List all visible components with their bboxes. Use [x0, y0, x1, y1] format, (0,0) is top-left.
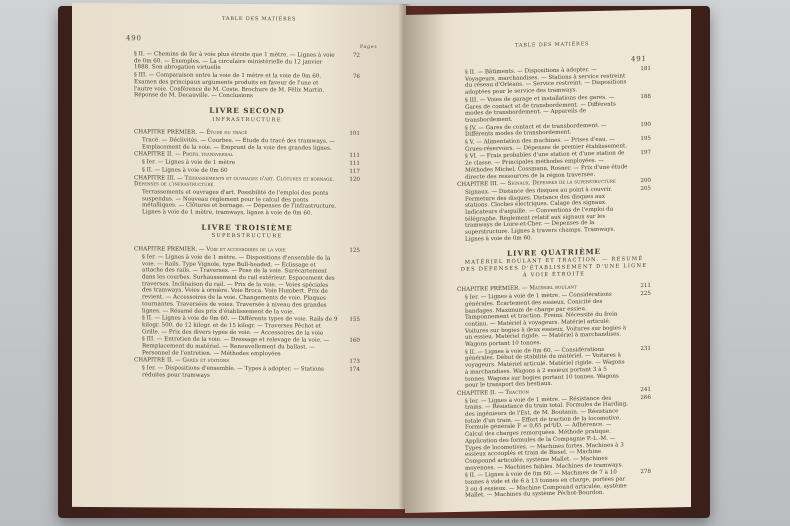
left-page-number: 490 [126, 34, 142, 43]
livre-troisieme-title: LIVRE TROISIÈME [201, 222, 293, 233]
right-page-number: 491 [631, 54, 647, 64]
pages-label: Pages [360, 44, 378, 50]
toc-entry: § II. — Lignes à voie de 0m 60. — Considérations générales. Début de stabilité du matériel. — Voitures à voyageurs. Matériel articulé. Matériel rigide. — Wagons à marchandises. Wagons à 2 essieux portant 3 à 5 tonnes. Wagons sur bogies portant 10 tonnes. Wagons pour le transport des bestiaux. 231 [465, 345, 651, 389]
toc-entry: Tracé. — Déclivités. — Courbes. — Étude du tracé des tramways. — Emplacement de la voie. — Emprunt de la voie des grandes lignes. [142, 137, 335, 152]
toc-entry: § II. — Lignes à voie de 0m 60. — Machines de 7 à 10 tonnes à vide et de 6 à 13 tonnes en charge, portées par 3 ou 4 essieux. — Machine Compound articulée, système Mallet. — Machines du système Péchot-Bourdon. 278 [465, 469, 651, 500]
left-page [72, 3, 406, 509]
livre-quatrieme-title: LIVRE QUATRIÈME [506, 246, 602, 258]
right-contents [457, 66, 651, 501]
toc-chapter: CHAPITRE PREMIER. — Voie et accessoires de la voie 125 [134, 246, 360, 255]
livre-second-title: LIVRE SECOND [209, 105, 285, 116]
page-fold-shadow [405, 14, 445, 513]
livre-second-subtitle: INFRASTRUCTURE [212, 116, 282, 123]
toc-entry: § II. — Chemins de fer à voie plus étroite que 1 mètre. — Lignes à voie de 0m 60. — Exemples. — La circulaire ministérielle du 12 janvier 1888. Son abrogation virtuelle 72 [134, 51, 360, 72]
toc-entry: Terrassements et ouvrages d'art. Possibilité de l'emploi des ponts suspendus. — Nouveau règlement pour le calcul des ponts métalliques. — Clôtures et bornage. — Dépenses de l'infrastructure. Lignes à voie de 1 mètre, tramways, lignes à voie de 0m 60. [142, 189, 337, 217]
toc-entry: § IV. — Gares de contact et de transbordement. — Différents modes de transbordement. 190 [465, 121, 651, 139]
toc-entry: Signaux. — Distance des disques au point à couvrir. Fermeture des disques. Distance des disques aux stations. Cloches électriques. Calage des signaux. Indicateurs d'aiguille. — Conventions de l'emploi du télégraphe. Règlement relatif aux signaux sur les tramways de Loire-et-Cher. — Dépenses de la superstructure. Lignes à travers champs. Tramways. Lignes à voie de 0m 60. 205 [465, 185, 651, 243]
toc-entry: § II. — Bâtiments. — Dispositions à adopter. — Voyageurs, marchandises. — Stations à service restreint du réseau d'Orléans. — Service restreint. — Dispositions adoptées pour le service des tramways. 181 [465, 65, 651, 96]
toc-entry: § II. — Lignes à voie de 0m 60 117 [142, 167, 360, 175]
toc-chapter: CHAPITRE III. — Terrassements et ouvrages d'art. Clôtures et bornage. Dépenses de l'infrastructure 120 [134, 174, 360, 189]
toc-chapter: CHAPITRE PREMIER. — Étude du tracé 101 [134, 129, 360, 138]
toc-entry: § III. — Entretien de la voie. — Dressage et relevage de la voie. — Remplacement du matériel. — Renouvellement du ballast. — Personnel de l'entretien. — Méthodes employées 160 [142, 336, 360, 358]
toc-entry: § V. — Alimentation des machines. — Prises d'eau. — Grues-réservoirs. — Dépenses de premier établissement. 195 [465, 135, 651, 153]
livre-troisieme-subtitle: SUPERSTRUCTURE [211, 233, 283, 240]
toc-entry: § III. — Voies de garage et installations des gares. — Gares de contact et de transbordement. — Différents modes de transbordement. — Appareils de transbordement. 188 [465, 93, 651, 124]
toc-chapter: CHAPITRE II. — Gares et stations 173 [134, 357, 360, 366]
left-contents [134, 51, 360, 381]
right-page [405, 9, 691, 513]
toc-entry: § Ier. — Dispositions d'ensemble. — Types à adopter. — Stations réduites pour tramways 174 [142, 365, 360, 379]
toc-entry: § Ier. — Lignes à voie de 1 mètre. — Considérations générales. Écartement des essieux. Conicité des bandages. Maximum de charge par essieu. Tamponnement et traction. Freins. Nécessité du frein continu. — Matériel à voyageurs. Matériel articulé. Voitures sur bogies à deux essieux. Voitures sur bogies à un essieu. Matériel rigide. — Matériel à marchandises. Wagons portant 10 tonnes. 225 [465, 290, 651, 348]
livre-quatrieme-subtitle: MATÉRIEL ROULANT ET TRACTION. — RÉSUMÉ DES DÉPENSES D'ÉTABLISSEMENT D'UNE LIGNE À VOIE ÉTROITE [460, 256, 648, 279]
toc-chapter: CHAPITRE PREMIER. — Matériel roulant 211 [457, 283, 651, 294]
toc-entry: § Ier. — Lignes à voie de 1 mètre. — Résistance des trains. — Résistance du train total. Formules de Harding, des ingénieurs de l'Est, de M. Boutanin. — Résistance totale d'un train. — Effort de traction de la locomotive. Formule générale F = 0,65 pd²l/D. — Adhérence. — Calcul des charges remorquées. Méthode pratique. Application des formules de la Compagnie P.-L.-M. — Types de locomotives. — Machines fortes. Machines à 3 essieux accouplés et train de Bissel. — Machine Compound articulée, système Mallet. — Machines moyennes. — Machines faibles. Machines de tramways. 266 [465, 394, 651, 472]
toc-chapter: CHAPITRE III. — Signaux. Dépenses de la superstructure 200 [457, 178, 651, 189]
toc-chapter: CHAPITRE II. — Traction 241 [457, 386, 651, 397]
toc-entry: § Ier. — Lignes à voie de 1 mètre 111 [142, 159, 360, 167]
right-running-head: TABLE DES MATIÈRES [515, 41, 590, 49]
toc-entry: § II. — Lignes à voie de 0m 60. — Différents types de voie. Rails de 9 kilogr. 500, de 12 kilogr. et de 15 kilogr. — Traverses Péchot et Grille. — Prix des divers types de voie. — Accessoires de la voie 155 [142, 315, 360, 337]
toc-entry: § VI. — Frais probables d'une station et d'une station de 2e classe. — Principales méthodes employées. — Méthodes Michel, Cossmann, Rosner. — Prix d'une étude directe des ressources de la région traversée. 197 [465, 150, 651, 181]
toc-entry: § III. — Comparaison entre la voie de 1 mètre et la voie de 0m 60. Examen des principaux arguments produits en faveur de l'une et l'autre voie. Conférence de M. Coste. Brochure de M. Félix Martin. Réponse de M. Decauville. — Conclusions 76 [134, 72, 360, 100]
toc-chapter: CHAPITRE II. — Profil transversal 111 [134, 151, 360, 160]
toc-entry: § Ier. — Lignes à voie de 1 mètre. — Dispositions d'ensemble de la voie. — Rails. Type Vignole, type Bull-headed. — Éclissage et attache des rails. — Traverses. — Pose de la voie. Surécartement dans les courbes. Surhaussement du rail extérieur. Espacement des traverses. Inclinaison du rail. — Prix de la voie. — Voies spéciales des tramways. Voies à ornière. Voie Broca. Voie Humbert. Prix de revient. — Accessoires de la voie. Changements de voie. Plaques tournantes. Traversées de voies. Traversée à niveau des grandes lignes. — Résumé des prix d'établissement de la voie. [142, 254, 335, 315]
left-running-head: TABLE DES MATIÈRES [222, 15, 297, 23]
